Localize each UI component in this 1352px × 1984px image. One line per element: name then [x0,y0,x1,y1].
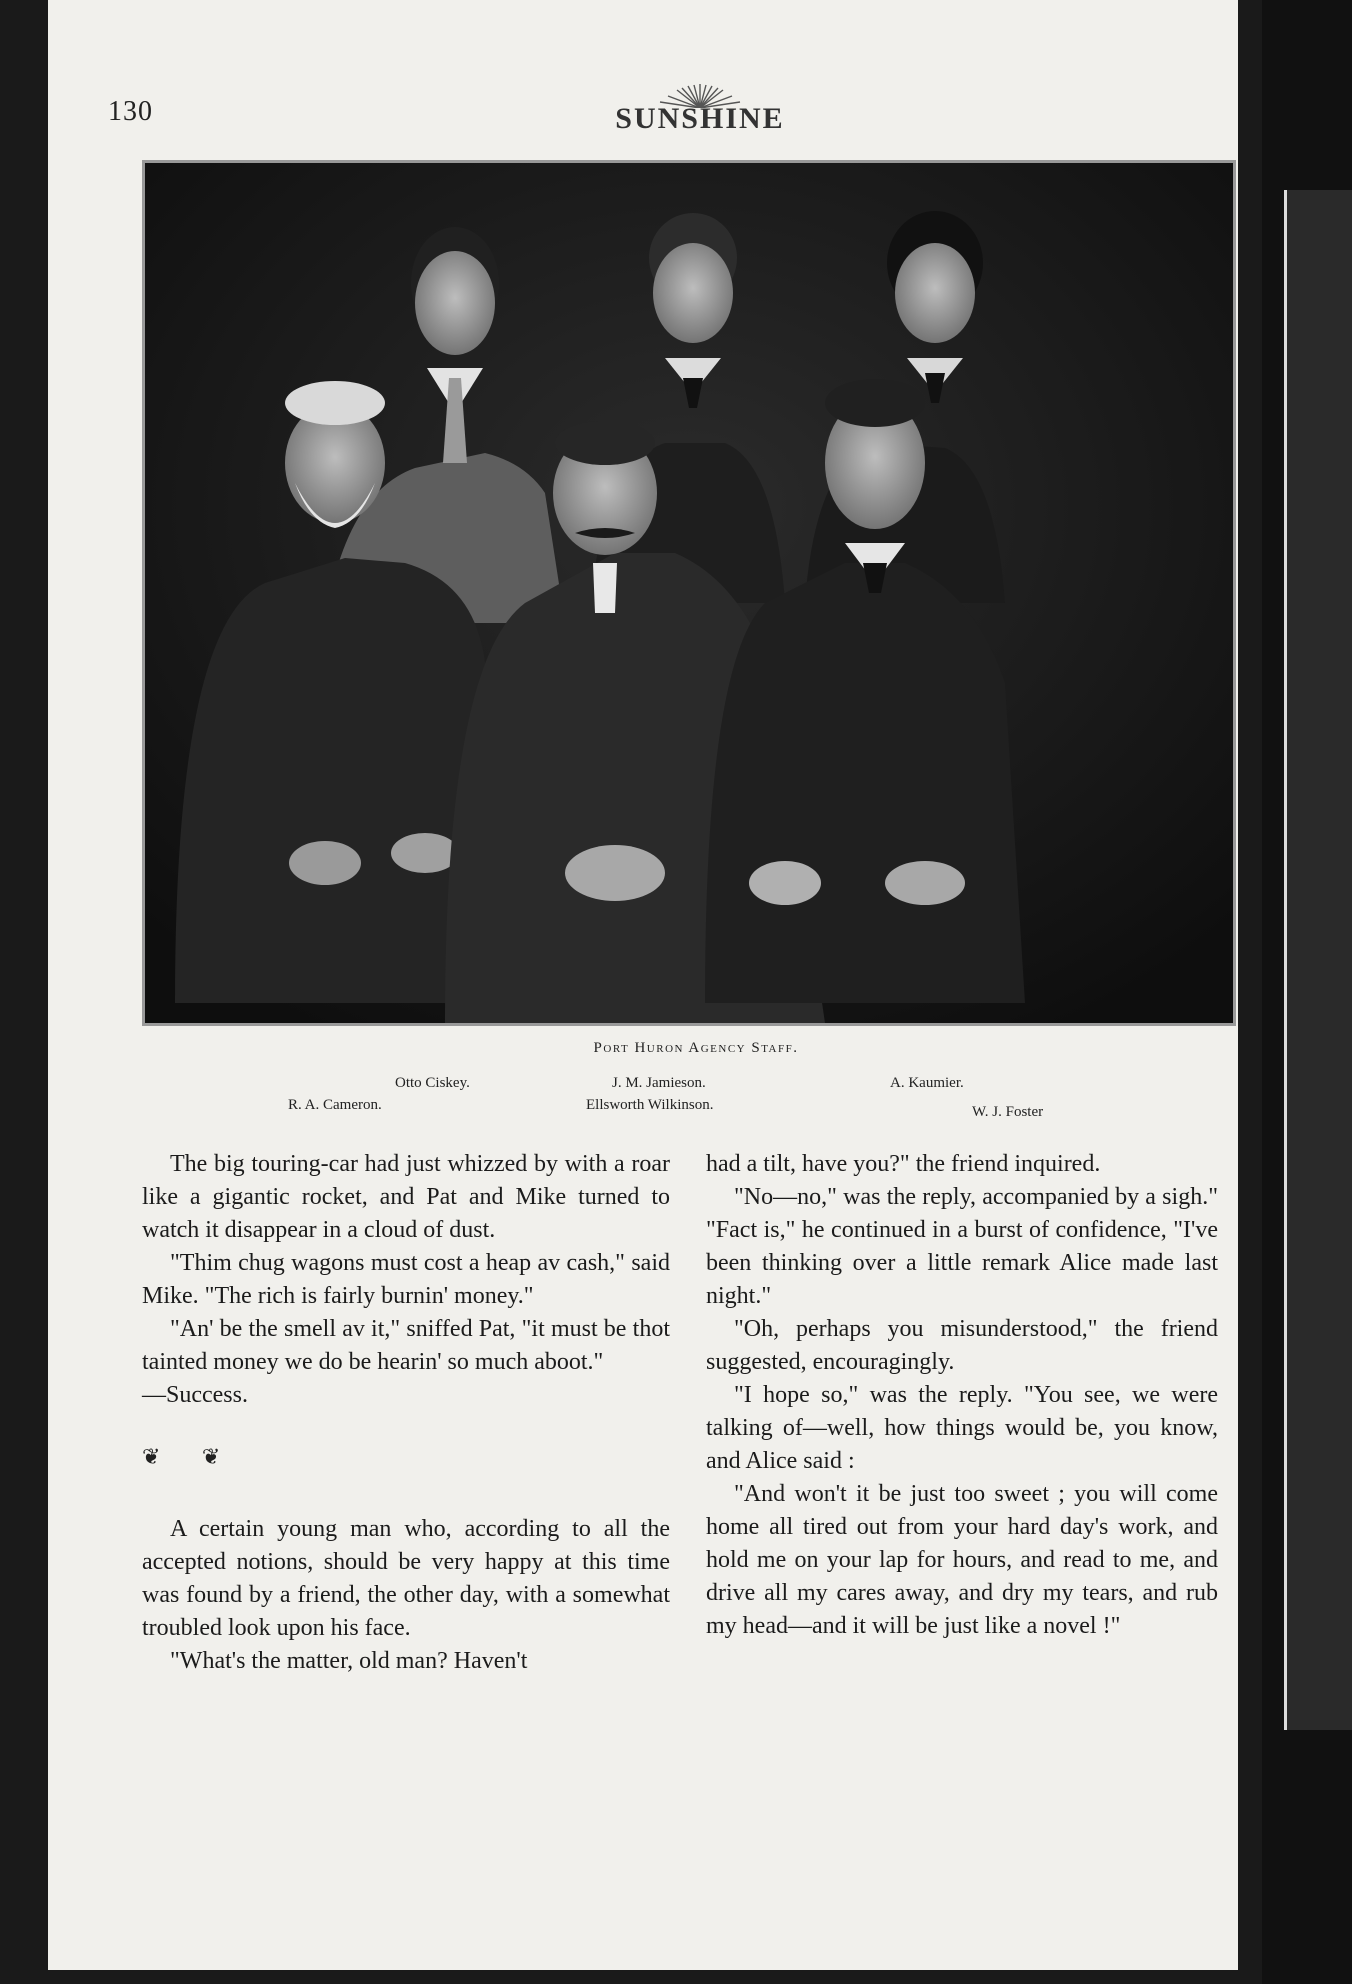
caption-name-otto-ciskey: Otto Ciskey. [395,1075,470,1091]
paragraph: "And won't it be just too sweet ; you will come home all tired out from your hard day's work, and hold me on your lap for hours, and read to me, and drive all my cares away, and dry my tears, and rub my head—and it will be just like a novel !" [706,1481,1218,1639]
text-column-right [706,1148,1218,1643]
caption-name-ellsworth-wilkinson: Ellsworth Wilkinson. [586,1097,714,1113]
paragraph: "An' be the smell av it," sniffed Pat, "it must be thot tainted money we do be hearin' so much aboot." [142,1316,670,1375]
paragraph: had a tilt, have you?" the friend inquired. [706,1151,1101,1177]
group-photograph [142,160,1236,1026]
caption-name-jm-jamieson: J. M. Jamieson. [612,1075,706,1091]
section-ornament: ❦ ❦ [142,1444,239,1469]
paragraph: "Thim chug wagons must cost a heap av cash," said Mike. "The rich is fairly burnin' money." [142,1250,670,1309]
masthead-title: SUNSHINE [615,102,785,135]
paragraph: The big touring-car had just whizzed by with a roar like a gigantic rocket, and Pat and Mike turned to watch it disappear in a cloud of dust. [142,1151,670,1243]
page-number: 130 [108,96,153,127]
adjacent-page-photo [1284,190,1352,1730]
photo-caption-title: Port Huron Agency Staff. [593,1040,799,1056]
text-column-left [142,1148,670,1678]
paragraph: "What's the matter, old man? Haven't [170,1648,528,1674]
paragraph: "I hope so," was the reply. "You see, we were talking of—well, how things would be, you know, and Alice said : [706,1382,1218,1474]
caption-name-a-kaumier: A. Kaumier. [890,1075,964,1091]
paragraph: "Oh, perhaps you misunderstood," the friend suggested, encouragingly. [706,1316,1218,1375]
paragraph: A certain young man who, according to all the accepted notions, should be very happy at this time was found by a friend, the other day, with a somewhat troubled look upon his face. [142,1516,670,1641]
source-attribution: —Success. [142,1382,248,1408]
caption-name-wj-foster: W. J. Foster [972,1104,1044,1120]
masthead [600,82,800,134]
caption-name-ra-cameron: R. A. Cameron. [288,1097,382,1113]
paragraph: "No—no," was the reply, accompanied by a sigh." "Fact is," he continued in a burst of confidence, "I've been thinking over a little remark Alice made last night." [706,1184,1218,1309]
